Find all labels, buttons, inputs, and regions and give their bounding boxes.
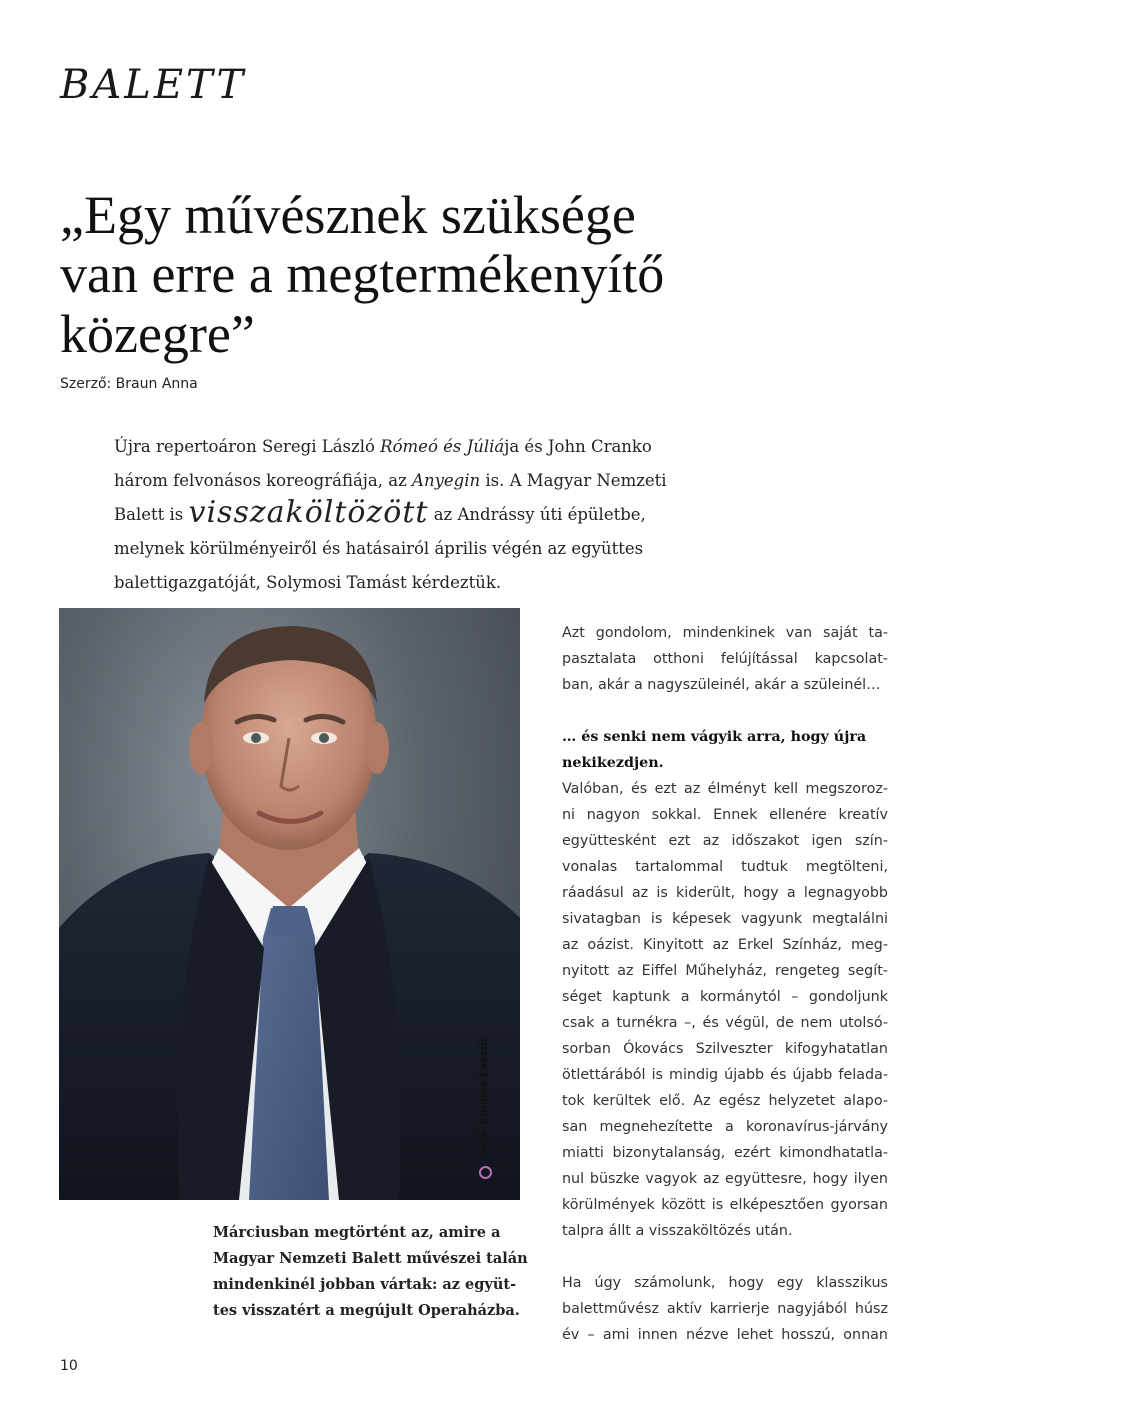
body-line: ráadásul az is kiderült, hogy a legnagyobb bbox=[562, 885, 888, 901]
section-label: BALETT bbox=[60, 62, 247, 108]
lead-text: ja és John Cranko bbox=[504, 437, 652, 456]
portrait-photo bbox=[59, 608, 520, 1200]
interview-question: … és senki nem vágyik arra, hogy újra bbox=[562, 729, 867, 745]
body-line: nul büszke vagyok az együttesre, hogy ilyen bbox=[562, 1171, 888, 1187]
portrait-illustration bbox=[59, 608, 520, 1200]
body-line: együttesként ezt az időszakot igen szín- bbox=[562, 833, 888, 849]
lead-text: három felvonásos koreográfiája, az bbox=[114, 471, 413, 490]
body-line: pasztalata otthoni felújítással kapcsolat- bbox=[562, 651, 888, 667]
article-column bbox=[562, 620, 888, 1348]
body-line: ni nagyon sokkal. Ennek ellenére kreatív bbox=[562, 807, 888, 823]
lead-text: az Andrássy úti épületbe, bbox=[428, 505, 646, 524]
body-line: Azt gondolom, mindenkinek van saját ta- bbox=[562, 625, 888, 641]
photo-credit bbox=[477, 1038, 497, 1200]
body-line: Valóban, és ezt az élményt kell megszoroz- bbox=[562, 781, 888, 797]
body-line: ötlettárából is mindig újabb és újabb felada- bbox=[562, 1067, 888, 1083]
caption-line: tes visszatért a megújult Operaházba. bbox=[213, 1302, 520, 1319]
headline-line: közegre” bbox=[60, 303, 255, 364]
lead-line: balettigazgatóját, Solymosi Tamást kérdeztük. bbox=[114, 573, 502, 592]
caption-line: Magyar Nemzeti Balett művészei talán bbox=[213, 1250, 528, 1267]
body-line: csak a turnékra –, és végül, de nem utolsó- bbox=[562, 1015, 888, 1031]
headline-line: „Egy művésznek szüksége bbox=[60, 185, 636, 245]
body-line: sivatagban is képesek vagyunk megtalálni bbox=[562, 911, 888, 927]
headline-line: van erre a megtermékenyítő bbox=[60, 244, 665, 305]
lead-paragraph bbox=[114, 430, 734, 600]
lead-text: Újra repertoáron Seregi László bbox=[114, 437, 381, 456]
lead-line bbox=[114, 495, 734, 532]
lead-text: Balett is bbox=[114, 505, 189, 524]
body-line: körülmények között is elképesztően gyorsan bbox=[562, 1197, 888, 1213]
body-line: tok kerültek elő. Az egész helyzetet alapo- bbox=[562, 1093, 888, 1109]
caption-line: Márciusban megtörtént az, amire a bbox=[213, 1224, 501, 1241]
lead-emphasis: visszaköltözött bbox=[188, 495, 429, 530]
interview-question: nekikezdjen. bbox=[562, 755, 664, 771]
lead-italic-title: Anyegin bbox=[412, 471, 481, 490]
body-line: az oázist. Kinyitott az Erkel Színház, meg- bbox=[562, 937, 888, 953]
lead-text: is. A Magyar Nemzeti bbox=[480, 471, 667, 490]
body-line: séget kaptunk a kormánytól – gondoljunk bbox=[562, 989, 888, 1005]
photo-credit-text: Fotó: Emmer László bbox=[477, 1038, 490, 1160]
body-line: nyitott az Eiffel Műhelyház, rengeteg segít- bbox=[562, 963, 888, 979]
body-line: Ha úgy számolunk, hogy egy klasszikus bbox=[562, 1275, 888, 1291]
lead-line bbox=[114, 430, 734, 464]
photo-caption bbox=[213, 1220, 543, 1324]
body-line: ban, akár a nagyszüleinél, akár a szüleinél… bbox=[562, 677, 881, 693]
body-line: san megnehezítette a koronavírus-járvány bbox=[562, 1119, 888, 1135]
lead-line bbox=[114, 464, 734, 498]
lead-line: melynek körülményeiről és hatásairól április végén az együttes bbox=[114, 539, 644, 558]
byline: Szerző: Braun Anna bbox=[60, 376, 198, 392]
body-line: sorban Ókovács Szilveszter kifogyhatatlan bbox=[562, 1041, 888, 1057]
body-line: talpra állt a visszaköltözés után. bbox=[562, 1223, 793, 1239]
body-line: év – ami innen nézve lehet hosszú, onnan bbox=[562, 1327, 888, 1343]
caption-line: mindenkinél jobban vártak: az együt- bbox=[213, 1276, 517, 1293]
article-headline bbox=[60, 186, 960, 364]
lead-italic-title: Rómeó és Júliá bbox=[380, 437, 505, 456]
body-line: vonalas tartalommal tudtuk megtölteni, bbox=[562, 859, 888, 875]
body-line: miatti bizonytalanság, ezért kimondhatatla- bbox=[562, 1145, 888, 1161]
body-line: balettművész aktív karrierje nagyjából húsz bbox=[562, 1301, 888, 1317]
page-number: 10 bbox=[60, 1358, 78, 1374]
